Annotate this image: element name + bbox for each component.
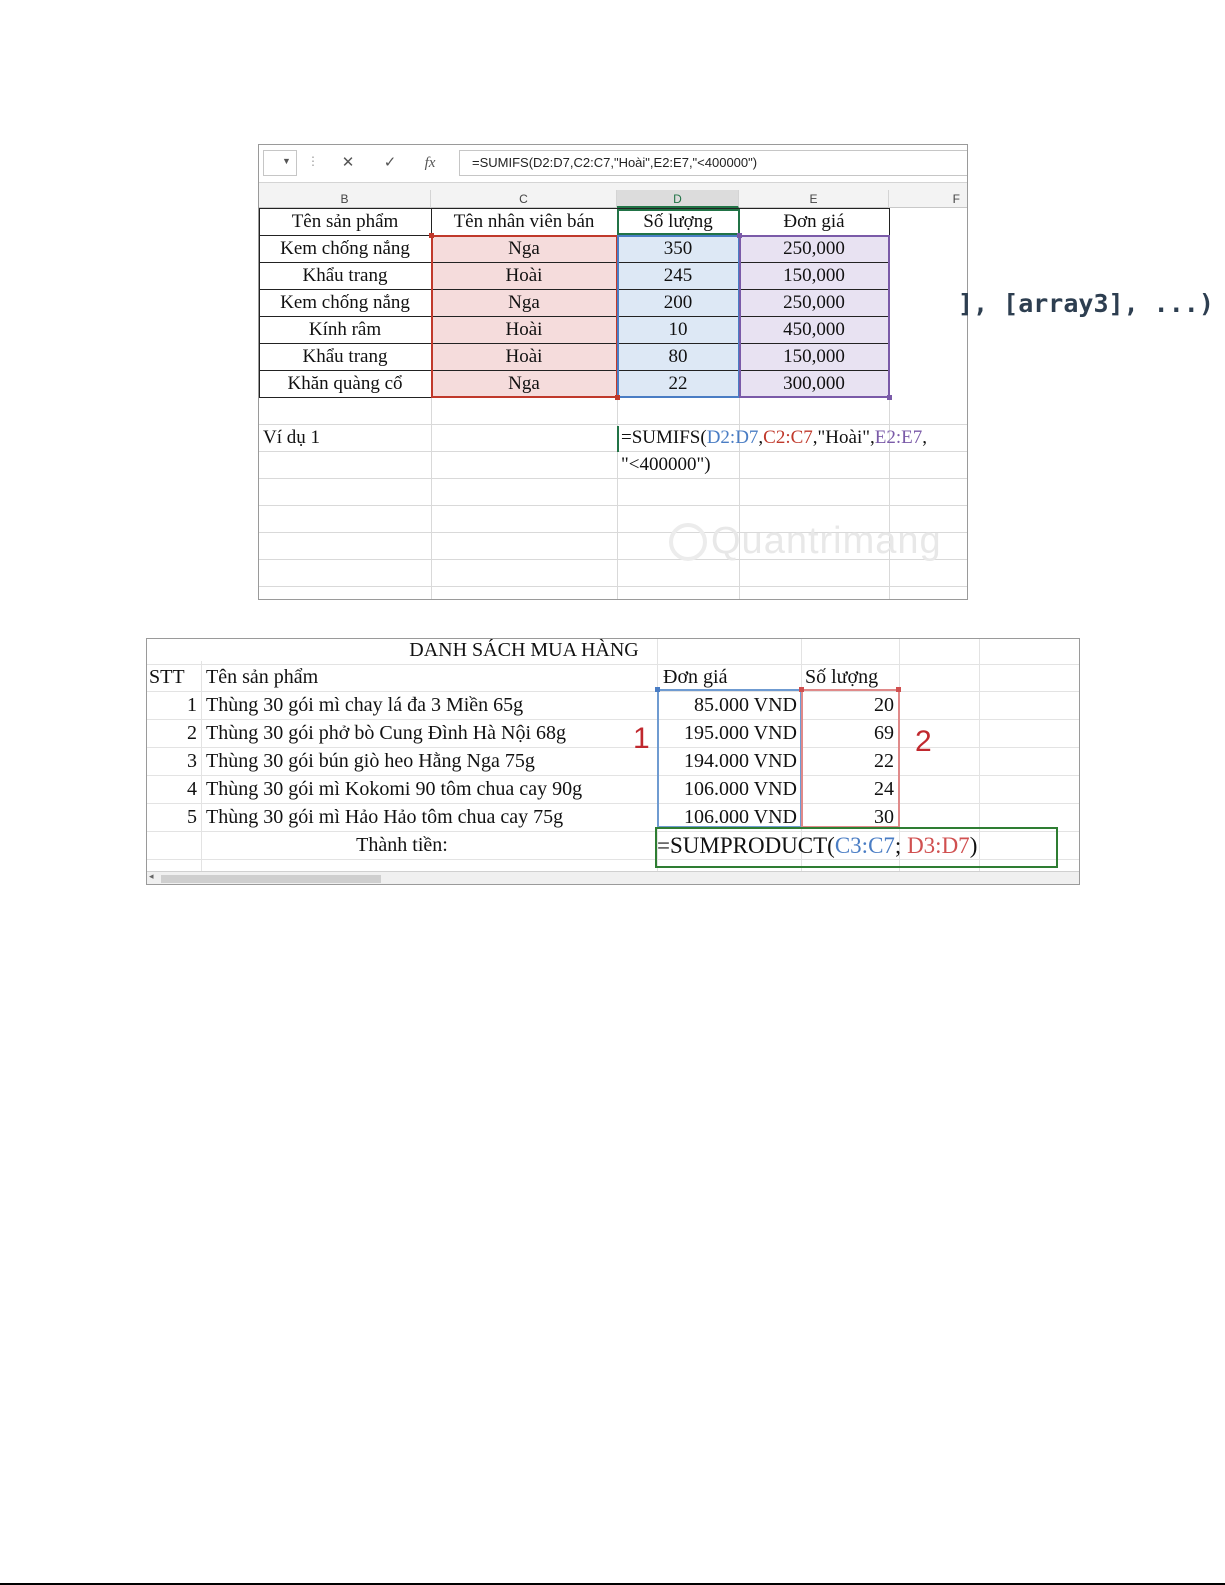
cell-formula-line1[interactable] [621, 424, 927, 451]
column-header-c[interactable]: C [431, 190, 617, 208]
table-cell[interactable]: 10 [668, 319, 688, 340]
table-cell[interactable]: 200 [663, 292, 693, 313]
cell-formula-line2[interactable]: "<400000") [621, 454, 711, 475]
row-quantity[interactable]: 20 [874, 694, 894, 716]
row-quantity[interactable]: 69 [874, 722, 894, 744]
table-cell[interactable]: Khẩu trang [302, 346, 388, 367]
total-label[interactable]: Thành tiền: [356, 834, 448, 856]
header-unit-price[interactable]: Đơn giá [783, 211, 845, 232]
table-cell[interactable]: Kem chống nắng [280, 238, 410, 259]
header-quantity[interactable]: Số lượng [805, 666, 879, 688]
table-cell[interactable]: Hoài [505, 346, 543, 367]
header-quantity[interactable]: Số lượng [643, 211, 713, 232]
row-price[interactable]: 106.000 VND [684, 778, 797, 800]
total-formula[interactable] [657, 832, 977, 860]
header-unit-price[interactable]: Đơn giá [663, 666, 728, 688]
formula-range-d: D2:D7 [706, 427, 759, 448]
row-quantity[interactable]: 24 [874, 778, 894, 800]
formula-text: =SUMIFS(D2:D7,C2:C7,"Hoài",E2:E7,"<400000") [472, 155, 758, 170]
function-icon[interactable]: fx [424, 155, 436, 171]
close-icon[interactable]: ✕ [341, 154, 355, 171]
sumifs-screenshot [258, 144, 968, 600]
table-cell[interactable]: 150,000 [783, 265, 845, 286]
table-cell[interactable]: Kem chống nắng [280, 292, 410, 313]
header-product[interactable]: Tên sản phẩm [291, 211, 399, 232]
formula-token: , [922, 427, 927, 448]
syntax-fragment: ], [array3], ...) [958, 289, 1214, 318]
table-cell[interactable]: 450,000 [783, 319, 845, 340]
table-cell[interactable]: Khẩu trang [302, 265, 388, 286]
row-stt[interactable]: 2 [187, 722, 197, 744]
formula-bar [259, 145, 968, 183]
row-stt[interactable]: 4 [187, 778, 197, 800]
formula-range-quantity: D3:D7 [907, 833, 970, 858]
row-product[interactable]: Thùng 30 gói phở bò Cung Đình Hà Nội 68g [206, 722, 567, 744]
row-price[interactable]: 194.000 VND [684, 750, 797, 772]
table-cell[interactable]: Nga [508, 373, 540, 394]
name-box-dropdown[interactable] [263, 150, 297, 176]
row-price[interactable]: 195.000 VND [684, 722, 797, 744]
column-header-f[interactable]: F [889, 190, 968, 208]
column-header-d[interactable]: D [617, 190, 739, 208]
formula-token: , [758, 427, 764, 448]
callout-2: 2 [915, 725, 932, 758]
example-label[interactable]: Ví dụ 1 [263, 427, 320, 448]
row-stt[interactable]: 1 [187, 694, 197, 716]
row-price[interactable]: 85.000 VND [694, 694, 797, 716]
table-cell[interactable]: 245 [663, 265, 693, 286]
check-icon[interactable]: ✓ [383, 154, 397, 171]
header-salesperson[interactable]: Tên nhân viên bán [453, 211, 595, 232]
formula-token: =SUMPRODUCT( [657, 833, 835, 858]
range-quantity-handle[interactable] [896, 687, 901, 692]
scrollbar-thumb[interactable] [161, 875, 381, 883]
table-cell[interactable]: 350 [663, 238, 693, 259]
text-cursor [617, 426, 619, 452]
sheet-title[interactable]: DANH SÁCH MUA HÀNG [409, 639, 639, 661]
column-header-b[interactable]: B [259, 190, 431, 208]
table-cell[interactable]: Kính râm [308, 319, 382, 340]
table-cell[interactable]: Khăn quàng cổ [287, 373, 403, 394]
chevron-down-icon: ▼ [282, 156, 291, 166]
formula-token: ,"Hoài", [812, 427, 875, 448]
sumproduct-screenshot [146, 638, 1080, 885]
row-stt[interactable]: 3 [187, 750, 197, 772]
row-quantity[interactable]: 22 [874, 750, 894, 772]
formula-range-e: E2:E7 [874, 427, 923, 448]
formula-token: =SUMIFS( [621, 427, 707, 448]
table-cell[interactable]: Nga [508, 292, 540, 313]
table-cell[interactable]: 80 [668, 346, 688, 367]
watermark-logo-icon [669, 523, 707, 561]
table-cell[interactable]: Hoài [505, 265, 543, 286]
row-quantity[interactable]: 30 [874, 806, 894, 828]
more-options-icon: ⋮ [307, 154, 319, 168]
table-cell[interactable]: 22 [668, 373, 688, 394]
scroll-left-icon[interactable]: ◂ [149, 871, 154, 881]
formula-range-c: C2:C7 [763, 427, 813, 448]
table-cell[interactable]: 250,000 [783, 238, 845, 259]
callout-1: 1 [633, 722, 650, 755]
column-header-e[interactable]: E [739, 190, 889, 208]
row-price[interactable]: 106.000 VND [684, 806, 797, 828]
formula-token: ; [894, 833, 908, 858]
table-cell[interactable]: Nga [508, 238, 540, 259]
formula-input[interactable] [459, 150, 968, 176]
header-product[interactable]: Tên sản phẩm [206, 666, 319, 688]
header-stt[interactable]: STT [149, 666, 185, 688]
row-product[interactable]: Thùng 30 gói mì chay lá đa 3 Miền 65g [206, 694, 524, 716]
formula-range-price: C3:C7 [834, 833, 895, 858]
table-cell[interactable]: 150,000 [783, 346, 845, 367]
row-product[interactable]: Thùng 30 gói bún giò heo Hằng Nga 75g [206, 750, 535, 772]
formula-token: ) [969, 833, 978, 858]
row-product[interactable]: Thùng 30 gói mì Hảo Hảo tôm chua cay 75g [206, 806, 564, 828]
table-cell[interactable]: 300,000 [783, 373, 845, 394]
row-stt[interactable]: 5 [187, 806, 197, 828]
horizontal-scrollbar[interactable] [147, 871, 1080, 885]
row-product[interactable]: Thùng 30 gói mì Kokomi 90 tôm chua cay 90g [206, 778, 583, 800]
watermark: Quantrimang [711, 520, 942, 562]
table-cell[interactable]: Hoài [505, 319, 543, 340]
table-cell[interactable]: 250,000 [783, 292, 845, 313]
